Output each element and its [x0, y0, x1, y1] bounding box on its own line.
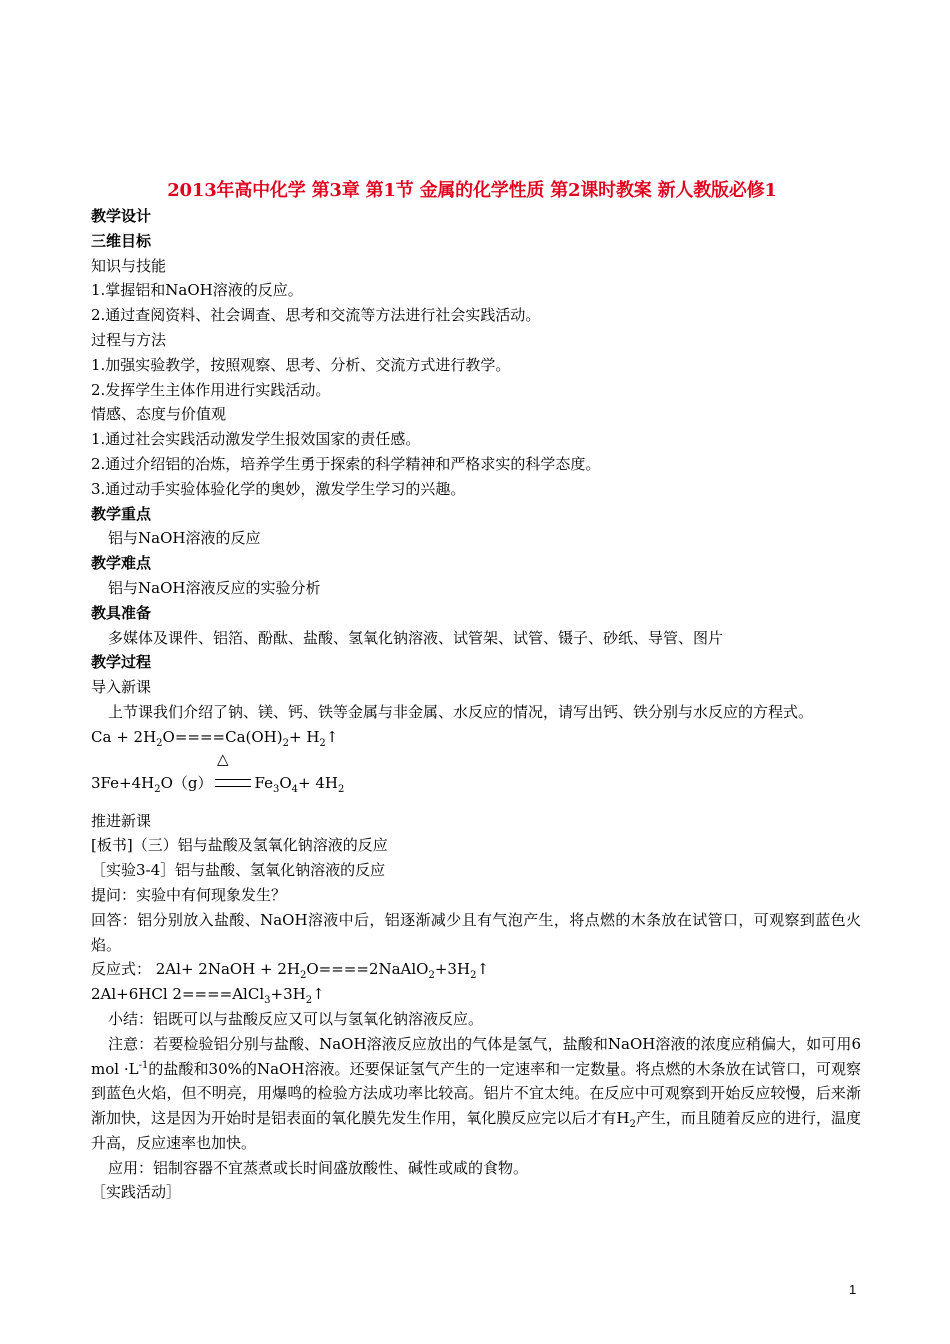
application-text: 应用：铝制容器不宜蒸煮或长时间盛放酸性、碱性或咸的食物。 — [108, 1158, 529, 1177]
process-item-1: 1.加强实验教学，按照观察、思考、分析、交流方式进行教学。 — [91, 355, 511, 374]
answer-text: 回答：铝分别放入盐酸、NaOH溶液中后，铝逐渐减少且有气泡产生，将点燃的木条放在试管口，可观察到蓝色火焰。 — [91, 910, 861, 954]
heading-three-dimensional-goals: 三维目标 — [91, 231, 152, 250]
emotion-item-2: 2.通过介绍铝的冶炼，培养学生勇于探索的科学精神和严格求实的科学态度。 — [91, 454, 601, 473]
experiment-title: ［实验3-4］铝与盐酸、氢氧化钠溶液的反应 — [91, 861, 386, 880]
equation-al-hcl: 2Al+6HCl $2====AlCl_3+3H_2↑$ — [91, 985, 325, 1007]
question-text: 提问：实验中有何现象发生？ — [91, 885, 287, 904]
process-item-2: 2.发挥学生主体作用进行实践活动。 — [91, 380, 331, 399]
difficulty-text: 铝与NaOH溶液反应的实验分析 — [108, 578, 321, 597]
knowledge-item-2: 2.通过查阅资料、社会调查、思考和交流等方法进行社会实践活动。 — [91, 306, 541, 325]
emotion-item-1: 1.通过社会实践活动激发学生报效国家的责任感。 — [91, 430, 421, 449]
subheading-knowledge: 知识与技能 — [91, 256, 167, 275]
heading-teaching-design: 教学设计 — [91, 207, 152, 225]
equals-arrow — [215, 779, 251, 787]
subheading-process: 过程与方法 — [91, 330, 167, 349]
heading-difficulty: 教学难点 — [91, 554, 152, 573]
heading-tools: 教具准备 — [91, 603, 152, 622]
intro-text: 上节课我们介绍了钠、镁、钙、铁等金属与非金属、水反应的情况，请写出钙、铁分别与水反应的方程式。 — [108, 702, 814, 721]
heat-triangle-symbol: △ — [217, 749, 229, 768]
intro-label: 导入新课 — [91, 678, 152, 697]
emotion-item-3: 3.通过动手实验体验化学的奥妙，激发学生学习的兴趣。 — [91, 479, 466, 498]
document-title: 2013年高中化学 第3章 第1节 金属的化学性质 第2课时教案 新人教版必修1 — [167, 180, 777, 201]
heat-symbol-row — [91, 750, 861, 771]
board-note: [板书]（三）铝与盐酸及氢氧化钠溶液的反应 — [91, 836, 388, 855]
advance-label: 推进新课 — [91, 811, 152, 830]
key-point-text: 铝与NaOH溶液的反应 — [108, 529, 261, 548]
note-paragraph: 注意：若要检验铝分别与盐酸、NaOH溶液反应放出的气体是氢气，盐酸和NaOH溶液的浓度应稍偏大，如可用6 mol $\cdot L^{-1}$的盐酸和30%的NaOH溶液。还要保证氢气产生的一定速率和一定数量。将点燃的木条放在试管口，可观察到蓝色火焰，但不明亮，用爆鸣的检验方法成功率比较高。铝片不宜太纯。在反应中可观察到开始反应较慢，后来渐渐加快，这是因为开始时是铝表面的氧化膜先发生作用，氧化膜反应完以后才有$H_2$产生，而且随着反应的进行，温度升高，反应速率也加快。 — [91, 1034, 861, 1152]
knowledge-item-1: 1.掌握铝和NaOH溶液的反应。 — [91, 281, 303, 300]
equation-iron-water: $3Fe+4H_2O(g)$ $Fe_3O_4+ 4H_2$ — [91, 773, 345, 795]
document-page — [91, 178, 861, 1205]
equation-al-naoh: 反应式： 2Al+ 2NaOH + $2H_2O====2NaAlO_2+3H_2↑$ — [91, 960, 490, 982]
practice-activity-label: ［实践活动］ — [91, 1183, 182, 1202]
tools-text: 多媒体及课件、铝箔、酚酞、盐酸、氢氧化钠溶液、试管架、试管、镊子、砂纸、导管、图片 — [108, 628, 724, 647]
equation-calcium-water: $Ca + 2H_2O====Ca(OH)_2+$ $H_2↑$ — [91, 727, 339, 749]
subheading-emotion: 情感、态度与价值观 — [91, 405, 227, 424]
heading-key-point: 教学重点 — [91, 504, 152, 523]
summary-text: 小结：铝既可以与盐酸反应又可以与氢氧化钠溶液反应。 — [108, 1009, 484, 1028]
heading-procedure: 教学过程 — [91, 653, 152, 672]
page-number: 1 — [849, 1282, 857, 1297]
